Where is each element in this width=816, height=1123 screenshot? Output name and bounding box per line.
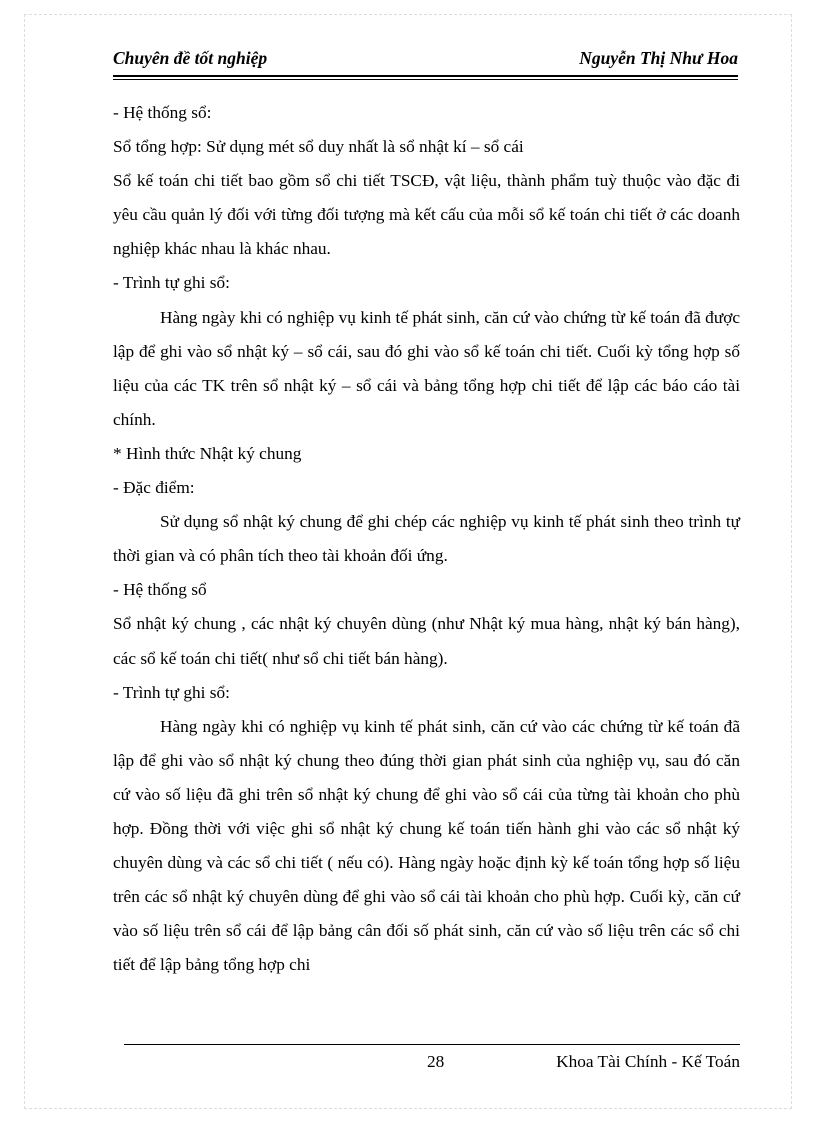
header-author: Nguyễn Thị Như Hoa [579,48,738,68]
paragraph: Sử dụng sổ nhật ký chung để ghi chép các nghiệp vụ kinh tế phát sinh theo trình tự thời gian và có phân tích theo tài khoản đối ứng. [113,512,740,566]
paragraph: Sổ kế toán chi tiết bao gồm sổ chi tiết TSCĐ, vật liệu, thành phẩm tuỳ thuộc vào đặc đi yêu cầu quản lý đối với từng đối tượng mà kết cấu của mỗi sổ kế toán chi tiết ở các doanh nghiệp khác nhau là khác nhau. [113,171,740,259]
footer-rule [124,1044,740,1045]
section-heading: * Hình thức Nhật ký chung [113,443,302,463]
paragraph: - Trình tự ghi sổ: [113,682,230,702]
paragraph: - Trình tự ghi sổ: [113,273,230,293]
page-header [113,46,738,76]
paragraph: Sổ nhật ký chung , các nhật ký chuyên dùng (như Nhật ký mua hàng, nhật ký bán hàng), các sổ kế toán chi tiết( như sổ chi tiết bán hàng). [113,614,740,668]
header-rule [113,75,738,80]
paragraph: - Đặc điểm: [113,478,195,498]
footer-department: Khoa Tài Chính - Kế Toán [556,1052,740,1071]
paragraph: Hàng ngày khi có nghiệp vụ kinh tế phát sinh, căn cứ vào chứng từ kế toán đã được lập để ghi vào sổ nhật ký – sổ cái, sau đó ghi vào sổ kế toán chi tiết. Cuối kỳ tổng hợp số liệu của các TK trên sổ nhật ký – sổ cái và bảng tổng hợp chi tiết để lập các báo cáo tài chính. [113,307,740,429]
paragraph: - Hệ thống sổ: [113,103,212,122]
page-number: 28 [427,1052,445,1071]
paragraph: - Hệ thống sổ [113,580,207,600]
paragraph: Hàng ngày khi có nghiệp vụ kinh tế phát sinh, căn cứ vào các chứng từ kế toán đã lập để ghi vào sổ nhật ký chung theo đúng thời gian phát sinh của nghiệp vụ, sau đó căn cứ vào số liệu đã ghi trên sổ nhật ký chung để ghi vào sổ cái của từng tài khoản cho phù hợp. Đồng thời với việc ghi sổ nhật ký chung kế toán tiến hành ghi vào các sổ nhật ký chuyên dùng và các sổ chi tiết ( nếu có). Hàng ngày hoặc định kỳ kế toán tổng hợp số liệu trên các sổ nhật ký chuyên dùng để ghi vào sổ cái tài khoản cho phù hợp. Cuối kỳ, căn cứ vào số liệu trên sổ cái để lập bảng cân đối số phát sinh, căn cứ vào số liệu trên các sổ chi tiết để lập bảng tổng hợp chi [113,716,740,975]
paragraph: Sổ tổng hợp: Sử dụng mét sổ duy nhất là sổ nhật kí – sổ cái [113,137,524,157]
page-footer [124,1052,740,1076]
header-title: Chuyên đề tốt nghiệp [113,48,268,68]
document-body [113,96,740,982]
